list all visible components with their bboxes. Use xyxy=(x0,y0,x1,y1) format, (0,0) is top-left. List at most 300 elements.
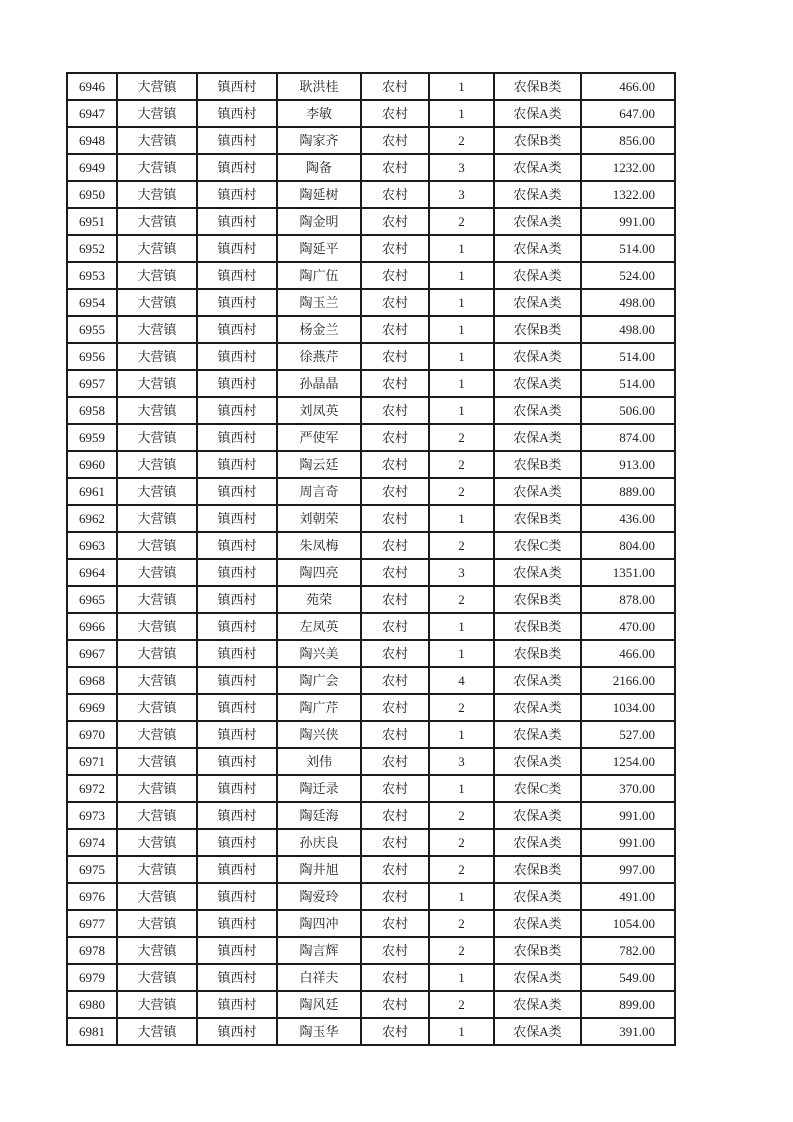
cell-amount: 527.00 xyxy=(581,721,675,748)
cell-town: 大营镇 xyxy=(117,802,197,829)
cell-village: 镇西村 xyxy=(197,235,277,262)
cell-town: 大营镇 xyxy=(117,640,197,667)
cell-residence: 农村 xyxy=(361,829,429,856)
cell-village: 镇西村 xyxy=(197,100,277,127)
cell-residence: 农村 xyxy=(361,262,429,289)
cell-residence: 农村 xyxy=(361,73,429,100)
cell-amount: 514.00 xyxy=(581,343,675,370)
cell-amount: 466.00 xyxy=(581,73,675,100)
table-row xyxy=(67,559,675,586)
cell-town: 大营镇 xyxy=(117,964,197,991)
cell-residence: 农村 xyxy=(361,208,429,235)
cell-amount: 878.00 xyxy=(581,586,675,613)
cell-name: 陶延树 xyxy=(277,181,361,208)
cell-name: 陶迁录 xyxy=(277,775,361,802)
cell-town: 大营镇 xyxy=(117,289,197,316)
cell-category: 农保A类 xyxy=(494,559,581,586)
cell-id: 6980 xyxy=(67,991,117,1018)
cell-count: 2 xyxy=(429,937,494,964)
cell-name: 陶家齐 xyxy=(277,127,361,154)
cell-category: 农保B类 xyxy=(494,937,581,964)
cell-name: 陶云廷 xyxy=(277,451,361,478)
cell-village: 镇西村 xyxy=(197,262,277,289)
cell-name: 李敏 xyxy=(277,100,361,127)
cell-category: 农保B类 xyxy=(494,451,581,478)
cell-name: 陶备 xyxy=(277,154,361,181)
cell-town: 大营镇 xyxy=(117,235,197,262)
cell-count: 4 xyxy=(429,667,494,694)
cell-count: 1 xyxy=(429,343,494,370)
cell-count: 2 xyxy=(429,424,494,451)
cell-id: 6981 xyxy=(67,1018,117,1045)
cell-category: 农保A类 xyxy=(494,397,581,424)
cell-id: 6961 xyxy=(67,478,117,505)
cell-category: 农保B类 xyxy=(494,316,581,343)
cell-amount: 491.00 xyxy=(581,883,675,910)
table-row xyxy=(67,505,675,532)
cell-name: 陶广伍 xyxy=(277,262,361,289)
cell-count: 2 xyxy=(429,991,494,1018)
cell-id: 6963 xyxy=(67,532,117,559)
cell-amount: 804.00 xyxy=(581,532,675,559)
table-row xyxy=(67,802,675,829)
cell-name: 陶言辉 xyxy=(277,937,361,964)
cell-town: 大营镇 xyxy=(117,181,197,208)
cell-village: 镇西村 xyxy=(197,127,277,154)
cell-residence: 农村 xyxy=(361,316,429,343)
cell-town: 大营镇 xyxy=(117,505,197,532)
cell-residence: 农村 xyxy=(361,1018,429,1045)
cell-category: 农保A类 xyxy=(494,181,581,208)
cell-amount: 549.00 xyxy=(581,964,675,991)
cell-id: 6976 xyxy=(67,883,117,910)
table-row xyxy=(67,775,675,802)
table-row xyxy=(67,262,675,289)
cell-residence: 农村 xyxy=(361,370,429,397)
cell-residence: 农村 xyxy=(361,856,429,883)
cell-count: 1 xyxy=(429,100,494,127)
cell-village: 镇西村 xyxy=(197,613,277,640)
cell-village: 镇西村 xyxy=(197,937,277,964)
cell-town: 大营镇 xyxy=(117,127,197,154)
cell-id: 6951 xyxy=(67,208,117,235)
table-row xyxy=(67,586,675,613)
cell-residence: 农村 xyxy=(361,100,429,127)
cell-village: 镇西村 xyxy=(197,370,277,397)
cell-town: 大营镇 xyxy=(117,883,197,910)
cell-amount: 466.00 xyxy=(581,640,675,667)
cell-category: 农保A类 xyxy=(494,370,581,397)
cell-category: 农保B类 xyxy=(494,127,581,154)
cell-count: 1 xyxy=(429,289,494,316)
cell-id: 6952 xyxy=(67,235,117,262)
cell-name: 陶廷海 xyxy=(277,802,361,829)
cell-amount: 2166.00 xyxy=(581,667,675,694)
cell-count: 2 xyxy=(429,910,494,937)
cell-name: 耿洪桂 xyxy=(277,73,361,100)
cell-town: 大营镇 xyxy=(117,262,197,289)
cell-amount: 889.00 xyxy=(581,478,675,505)
cell-residence: 农村 xyxy=(361,640,429,667)
cell-residence: 农村 xyxy=(361,613,429,640)
cell-residence: 农村 xyxy=(361,964,429,991)
table-row xyxy=(67,532,675,559)
records-table-body xyxy=(67,73,675,1045)
cell-category: 农保A类 xyxy=(494,802,581,829)
cell-name: 陶玉兰 xyxy=(277,289,361,316)
cell-count: 3 xyxy=(429,559,494,586)
cell-name: 陶风廷 xyxy=(277,991,361,1018)
cell-town: 大营镇 xyxy=(117,613,197,640)
cell-id: 6964 xyxy=(67,559,117,586)
cell-village: 镇西村 xyxy=(197,748,277,775)
cell-amount: 997.00 xyxy=(581,856,675,883)
cell-amount: 470.00 xyxy=(581,613,675,640)
cell-town: 大营镇 xyxy=(117,1018,197,1045)
cell-count: 1 xyxy=(429,640,494,667)
table-row xyxy=(67,127,675,154)
table-row xyxy=(67,883,675,910)
cell-village: 镇西村 xyxy=(197,181,277,208)
cell-category: 农保A类 xyxy=(494,235,581,262)
cell-village: 镇西村 xyxy=(197,73,277,100)
cell-name: 陶四冲 xyxy=(277,910,361,937)
cell-count: 2 xyxy=(429,586,494,613)
cell-name: 陶延平 xyxy=(277,235,361,262)
cell-id: 6975 xyxy=(67,856,117,883)
cell-village: 镇西村 xyxy=(197,478,277,505)
cell-id: 6959 xyxy=(67,424,117,451)
cell-id: 6968 xyxy=(67,667,117,694)
cell-category: 农保A类 xyxy=(494,721,581,748)
cell-id: 6970 xyxy=(67,721,117,748)
table-row xyxy=(67,235,675,262)
cell-village: 镇西村 xyxy=(197,802,277,829)
cell-name: 陶兴美 xyxy=(277,640,361,667)
cell-amount: 1034.00 xyxy=(581,694,675,721)
table-row xyxy=(67,316,675,343)
table-row xyxy=(67,856,675,883)
cell-id: 6957 xyxy=(67,370,117,397)
cell-residence: 农村 xyxy=(361,505,429,532)
cell-village: 镇西村 xyxy=(197,451,277,478)
cell-id: 6971 xyxy=(67,748,117,775)
cell-village: 镇西村 xyxy=(197,208,277,235)
cell-count: 1 xyxy=(429,316,494,343)
cell-village: 镇西村 xyxy=(197,586,277,613)
cell-name: 孙晶晶 xyxy=(277,370,361,397)
cell-residence: 农村 xyxy=(361,991,429,1018)
cell-category: 农保A类 xyxy=(494,262,581,289)
cell-town: 大营镇 xyxy=(117,937,197,964)
cell-village: 镇西村 xyxy=(197,154,277,181)
cell-count: 1 xyxy=(429,613,494,640)
cell-village: 镇西村 xyxy=(197,991,277,1018)
table-row xyxy=(67,289,675,316)
cell-residence: 农村 xyxy=(361,721,429,748)
cell-id: 6969 xyxy=(67,694,117,721)
cell-name: 朱凤梅 xyxy=(277,532,361,559)
cell-id: 6953 xyxy=(67,262,117,289)
cell-village: 镇西村 xyxy=(197,640,277,667)
cell-count: 1 xyxy=(429,964,494,991)
cell-amount: 514.00 xyxy=(581,370,675,397)
cell-category: 农保A类 xyxy=(494,910,581,937)
cell-town: 大营镇 xyxy=(117,586,197,613)
cell-town: 大营镇 xyxy=(117,370,197,397)
cell-residence: 农村 xyxy=(361,532,429,559)
table-row xyxy=(67,613,675,640)
cell-town: 大营镇 xyxy=(117,721,197,748)
cell-residence: 农村 xyxy=(361,667,429,694)
cell-count: 1 xyxy=(429,397,494,424)
cell-town: 大营镇 xyxy=(117,829,197,856)
cell-id: 6978 xyxy=(67,937,117,964)
cell-town: 大营镇 xyxy=(117,694,197,721)
cell-name: 陶广芹 xyxy=(277,694,361,721)
cell-amount: 647.00 xyxy=(581,100,675,127)
cell-town: 大营镇 xyxy=(117,424,197,451)
cell-town: 大营镇 xyxy=(117,154,197,181)
cell-village: 镇西村 xyxy=(197,829,277,856)
cell-town: 大营镇 xyxy=(117,208,197,235)
cell-town: 大营镇 xyxy=(117,451,197,478)
cell-category: 农保B类 xyxy=(494,505,581,532)
cell-village: 镇西村 xyxy=(197,910,277,937)
cell-amount: 1322.00 xyxy=(581,181,675,208)
cell-count: 2 xyxy=(429,127,494,154)
cell-village: 镇西村 xyxy=(197,424,277,451)
cell-residence: 农村 xyxy=(361,694,429,721)
cell-name: 陶爱玲 xyxy=(277,883,361,910)
table-row xyxy=(67,451,675,478)
cell-amount: 991.00 xyxy=(581,802,675,829)
cell-count: 1 xyxy=(429,73,494,100)
table-row xyxy=(67,154,675,181)
cell-id: 6977 xyxy=(67,910,117,937)
cell-category: 农保A类 xyxy=(494,964,581,991)
cell-village: 镇西村 xyxy=(197,1018,277,1045)
cell-amount: 913.00 xyxy=(581,451,675,478)
cell-town: 大营镇 xyxy=(117,559,197,586)
cell-id: 6947 xyxy=(67,100,117,127)
cell-amount: 506.00 xyxy=(581,397,675,424)
cell-amount: 391.00 xyxy=(581,1018,675,1045)
cell-count: 3 xyxy=(429,154,494,181)
table-row xyxy=(67,640,675,667)
cell-residence: 农村 xyxy=(361,478,429,505)
cell-category: 农保A类 xyxy=(494,991,581,1018)
cell-count: 2 xyxy=(429,694,494,721)
cell-town: 大营镇 xyxy=(117,667,197,694)
cell-name: 陶兴侠 xyxy=(277,721,361,748)
table-row xyxy=(67,667,675,694)
cell-amount: 498.00 xyxy=(581,289,675,316)
table-row xyxy=(67,208,675,235)
cell-village: 镇西村 xyxy=(197,721,277,748)
cell-name: 孙庆良 xyxy=(277,829,361,856)
cell-name: 刘伟 xyxy=(277,748,361,775)
cell-category: 农保A类 xyxy=(494,154,581,181)
cell-count: 3 xyxy=(429,181,494,208)
cell-amount: 1232.00 xyxy=(581,154,675,181)
table-row xyxy=(67,991,675,1018)
cell-village: 镇西村 xyxy=(197,289,277,316)
table-row xyxy=(67,910,675,937)
cell-id: 6960 xyxy=(67,451,117,478)
cell-count: 2 xyxy=(429,856,494,883)
cell-category: 农保C类 xyxy=(494,775,581,802)
cell-name: 徐燕芹 xyxy=(277,343,361,370)
cell-residence: 农村 xyxy=(361,451,429,478)
table-row xyxy=(67,370,675,397)
cell-count: 1 xyxy=(429,775,494,802)
cell-count: 2 xyxy=(429,478,494,505)
cell-name: 刘朝荣 xyxy=(277,505,361,532)
cell-village: 镇西村 xyxy=(197,397,277,424)
cell-town: 大营镇 xyxy=(117,532,197,559)
cell-amount: 991.00 xyxy=(581,829,675,856)
cell-category: 农保C类 xyxy=(494,532,581,559)
cell-residence: 农村 xyxy=(361,127,429,154)
cell-village: 镇西村 xyxy=(197,694,277,721)
cell-name: 陶广会 xyxy=(277,667,361,694)
cell-village: 镇西村 xyxy=(197,856,277,883)
cell-residence: 农村 xyxy=(361,424,429,451)
cell-town: 大营镇 xyxy=(117,73,197,100)
cell-category: 农保A类 xyxy=(494,289,581,316)
cell-residence: 农村 xyxy=(361,802,429,829)
table-row xyxy=(67,100,675,127)
cell-count: 1 xyxy=(429,883,494,910)
table-row xyxy=(67,721,675,748)
cell-amount: 856.00 xyxy=(581,127,675,154)
cell-town: 大营镇 xyxy=(117,910,197,937)
cell-residence: 农村 xyxy=(361,181,429,208)
cell-amount: 1254.00 xyxy=(581,748,675,775)
cell-town: 大营镇 xyxy=(117,316,197,343)
cell-count: 1 xyxy=(429,1018,494,1045)
cell-name: 苑荣 xyxy=(277,586,361,613)
cell-count: 2 xyxy=(429,532,494,559)
cell-village: 镇西村 xyxy=(197,964,277,991)
cell-name: 杨金兰 xyxy=(277,316,361,343)
cell-residence: 农村 xyxy=(361,235,429,262)
cell-category: 农保A类 xyxy=(494,478,581,505)
cell-count: 2 xyxy=(429,802,494,829)
cell-residence: 农村 xyxy=(361,748,429,775)
cell-category: 农保A类 xyxy=(494,829,581,856)
cell-id: 6948 xyxy=(67,127,117,154)
cell-town: 大营镇 xyxy=(117,856,197,883)
cell-name: 周言奇 xyxy=(277,478,361,505)
table-row xyxy=(67,181,675,208)
cell-name: 陶金明 xyxy=(277,208,361,235)
cell-category: 农保B类 xyxy=(494,640,581,667)
cell-category: 农保A类 xyxy=(494,208,581,235)
cell-id: 6962 xyxy=(67,505,117,532)
cell-category: 农保A类 xyxy=(494,883,581,910)
cell-category: 农保B类 xyxy=(494,856,581,883)
cell-amount: 1054.00 xyxy=(581,910,675,937)
cell-count: 1 xyxy=(429,370,494,397)
cell-id: 6965 xyxy=(67,586,117,613)
cell-category: 农保B类 xyxy=(494,613,581,640)
cell-village: 镇西村 xyxy=(197,775,277,802)
cell-amount: 782.00 xyxy=(581,937,675,964)
table-row xyxy=(67,424,675,451)
cell-id: 6956 xyxy=(67,343,117,370)
cell-id: 6954 xyxy=(67,289,117,316)
cell-residence: 农村 xyxy=(361,559,429,586)
cell-id: 6955 xyxy=(67,316,117,343)
cell-residence: 农村 xyxy=(361,397,429,424)
cell-residence: 农村 xyxy=(361,343,429,370)
cell-category: 农保A类 xyxy=(494,748,581,775)
table-row xyxy=(67,397,675,424)
table-row xyxy=(67,478,675,505)
table-row xyxy=(67,829,675,856)
cell-town: 大营镇 xyxy=(117,748,197,775)
cell-name: 严使军 xyxy=(277,424,361,451)
cell-id: 6973 xyxy=(67,802,117,829)
cell-town: 大营镇 xyxy=(117,397,197,424)
cell-id: 6966 xyxy=(67,613,117,640)
cell-name: 陶井旭 xyxy=(277,856,361,883)
cell-amount: 524.00 xyxy=(581,262,675,289)
cell-residence: 农村 xyxy=(361,586,429,613)
cell-category: 农保A类 xyxy=(494,1018,581,1045)
cell-village: 镇西村 xyxy=(197,559,277,586)
cell-name: 白祥夫 xyxy=(277,964,361,991)
cell-amount: 498.00 xyxy=(581,316,675,343)
cell-category: 农保A类 xyxy=(494,694,581,721)
cell-id: 6946 xyxy=(67,73,117,100)
cell-id: 6967 xyxy=(67,640,117,667)
cell-category: 农保A类 xyxy=(494,667,581,694)
cell-town: 大营镇 xyxy=(117,100,197,127)
cell-count: 1 xyxy=(429,262,494,289)
cell-id: 6972 xyxy=(67,775,117,802)
cell-residence: 农村 xyxy=(361,937,429,964)
table-row xyxy=(67,937,675,964)
cell-category: 农保A类 xyxy=(494,424,581,451)
cell-category: 农保A类 xyxy=(494,100,581,127)
table-row xyxy=(67,748,675,775)
cell-count: 2 xyxy=(429,829,494,856)
cell-name: 左凤英 xyxy=(277,613,361,640)
cell-count: 2 xyxy=(429,451,494,478)
cell-name: 陶玉华 xyxy=(277,1018,361,1045)
cell-village: 镇西村 xyxy=(197,532,277,559)
cell-amount: 370.00 xyxy=(581,775,675,802)
cell-amount: 514.00 xyxy=(581,235,675,262)
cell-amount: 1351.00 xyxy=(581,559,675,586)
cell-village: 镇西村 xyxy=(197,505,277,532)
cell-count: 1 xyxy=(429,235,494,262)
cell-town: 大营镇 xyxy=(117,478,197,505)
cell-id: 6949 xyxy=(67,154,117,181)
cell-count: 1 xyxy=(429,721,494,748)
cell-amount: 436.00 xyxy=(581,505,675,532)
cell-name: 陶四亮 xyxy=(277,559,361,586)
cell-village: 镇西村 xyxy=(197,667,277,694)
cell-name: 刘凤英 xyxy=(277,397,361,424)
table-row xyxy=(67,343,675,370)
table-row xyxy=(67,964,675,991)
cell-id: 6950 xyxy=(67,181,117,208)
cell-category: 农保B类 xyxy=(494,73,581,100)
